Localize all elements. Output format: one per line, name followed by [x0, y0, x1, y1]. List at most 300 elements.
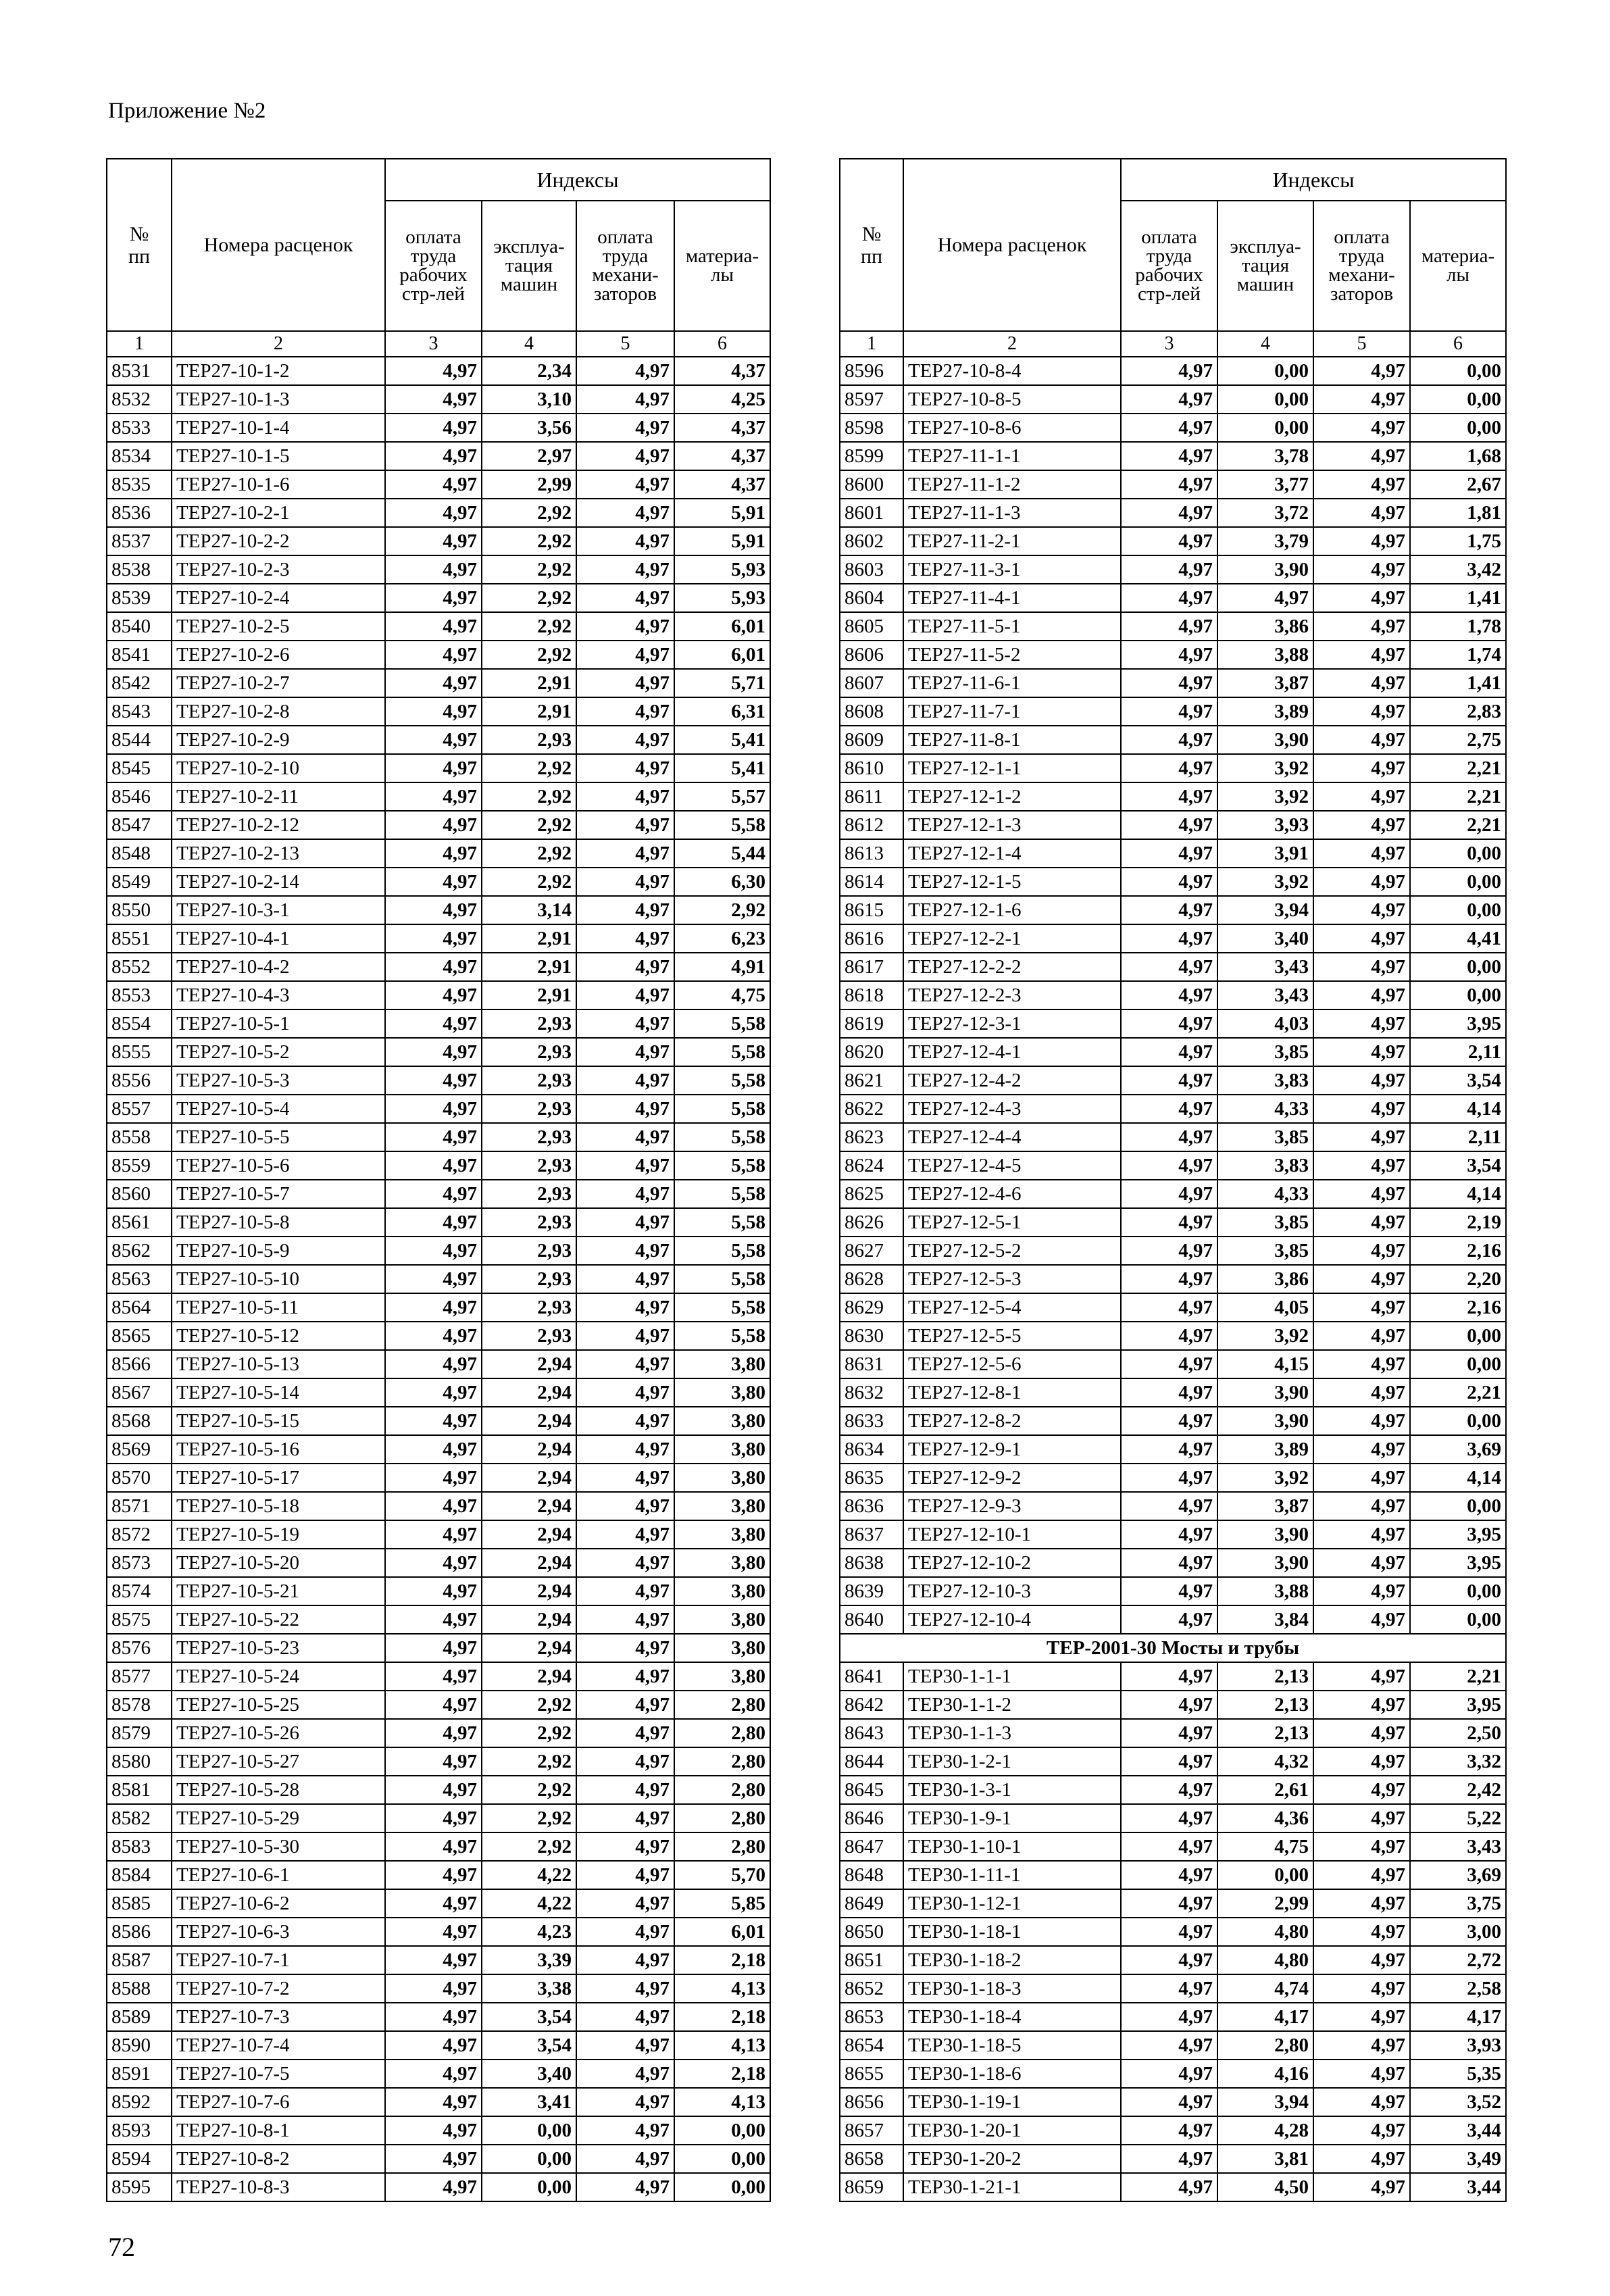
material-index: 2,21 [1410, 754, 1506, 782]
operator-index: 4,97 [1313, 357, 1410, 385]
wage-index: 4,97 [385, 1861, 482, 1889]
machine-index: 3,72 [1217, 499, 1313, 527]
col-num: 6 [1410, 331, 1506, 357]
rate-code: ТЕР27-12-4-1 [903, 1038, 1121, 1066]
table-row [840, 1747, 1506, 1776]
material-index: 4,13 [674, 1974, 770, 2003]
row-number: 8628 [840, 1265, 903, 1293]
row-number: 8559 [107, 1151, 172, 1180]
row-number: 8575 [107, 1605, 172, 1634]
table-row [107, 669, 770, 697]
rate-code: ТЕР27-12-5-1 [903, 1208, 1121, 1237]
rate-code: ТЕР27-10-5-19 [172, 1520, 385, 1549]
row-number: 8650 [840, 1918, 903, 1946]
wage-index: 4,97 [385, 726, 482, 754]
row-number: 8540 [107, 612, 172, 641]
rate-code: ТЕР27-10-2-7 [172, 669, 385, 697]
table-row [107, 1776, 770, 1804]
rate-code: ТЕР27-11-7-1 [903, 697, 1121, 726]
material-index: 3,80 [674, 1464, 770, 1492]
operator-index: 4,97 [1313, 811, 1410, 839]
page-number: 72 [108, 2232, 135, 2262]
rate-code: ТЕР30-1-20-2 [903, 2145, 1121, 2173]
table-row [840, 2003, 1506, 2031]
row-number: 8564 [107, 1293, 172, 1322]
row-number: 8546 [107, 782, 172, 811]
operator-index: 4,97 [1313, 1464, 1410, 1492]
row-number: 8555 [107, 1038, 172, 1066]
rate-code: ТЕР30-1-1-3 [903, 1719, 1121, 1747]
material-index: 2,42 [1410, 1776, 1506, 1804]
rate-code: ТЕР27-12-5-3 [903, 1265, 1121, 1293]
rate-code: ТЕР27-10-1-4 [172, 414, 385, 442]
wage-index: 4,97 [1121, 2173, 1217, 2201]
table-row [107, 754, 770, 782]
machine-index: 3,85 [1217, 1237, 1313, 1265]
wage-index: 4,97 [385, 1009, 482, 1038]
rate-code: ТЕР27-10-8-2 [172, 2145, 385, 2173]
table-row [840, 1662, 1506, 1691]
row-number: 8586 [107, 1918, 172, 1946]
wage-index: 4,97 [1121, 1549, 1217, 1577]
operator-index: 4,97 [576, 1520, 674, 1549]
rate-code: ТЕР30-1-1-1 [903, 1662, 1121, 1691]
material-index: 6,30 [674, 868, 770, 896]
machine-index: 2,92 [482, 641, 576, 669]
rate-code: ТЕР27-10-5-16 [172, 1435, 385, 1464]
row-number: 8656 [840, 2088, 903, 2116]
machine-index: 3,77 [1217, 470, 1313, 499]
operator-index: 4,97 [576, 584, 674, 612]
table-row [840, 385, 1506, 414]
table-row [840, 1464, 1506, 1492]
material-index: 2,80 [674, 1691, 770, 1719]
machine-index: 3,88 [1217, 641, 1313, 669]
rate-code: ТЕР27-10-5-1 [172, 1009, 385, 1038]
wage-index: 4,97 [1121, 1832, 1217, 1861]
rate-code: ТЕР27-10-2-2 [172, 527, 385, 555]
operator-index: 4,97 [576, 1293, 674, 1322]
operator-index: 4,97 [576, 1549, 674, 1577]
operator-index: 4,97 [1313, 1123, 1410, 1151]
wage-index: 4,97 [385, 2031, 482, 2060]
wage-index: 4,97 [385, 1180, 482, 1208]
col-header-machines: эксплуа-тация машин [1217, 201, 1313, 331]
col-header-code: Номера расценок [903, 159, 1121, 331]
table-row [840, 868, 1506, 896]
rate-code: ТЕР27-10-5-12 [172, 1322, 385, 1350]
table-row [107, 1407, 770, 1435]
row-number: 8585 [107, 1889, 172, 1918]
row-number: 8536 [107, 499, 172, 527]
machine-index: 2,92 [482, 527, 576, 555]
table-row [107, 1095, 770, 1123]
wage-index: 4,97 [1121, 2088, 1217, 2116]
wage-index: 4,97 [385, 2060, 482, 2088]
table-row [840, 1776, 1506, 1804]
operator-index: 4,97 [1313, 2060, 1410, 2088]
machine-index: 3,90 [1217, 555, 1313, 584]
row-number: 8647 [840, 1832, 903, 1861]
operator-index: 4,97 [576, 1889, 674, 1918]
wage-index: 4,97 [1121, 1889, 1217, 1918]
material-index: 2,18 [674, 2060, 770, 2088]
machine-index: 4,97 [1217, 584, 1313, 612]
row-number: 8641 [840, 1662, 903, 1691]
wage-index: 4,97 [1121, 1322, 1217, 1350]
table-row [107, 1634, 770, 1662]
rate-code: ТЕР27-10-1-2 [172, 357, 385, 385]
material-index: 4,41 [1410, 924, 1506, 953]
row-number: 8593 [107, 2116, 172, 2145]
rate-code: ТЕР27-10-8-4 [903, 357, 1121, 385]
rate-code: ТЕР30-1-19-1 [903, 2088, 1121, 2116]
wage-index: 4,97 [385, 527, 482, 555]
rate-code: ТЕР27-12-1-3 [903, 811, 1121, 839]
rate-code: ТЕР30-1-18-1 [903, 1918, 1121, 1946]
wage-index: 4,97 [1121, 385, 1217, 414]
operator-index: 4,97 [1313, 782, 1410, 811]
table-row [107, 1605, 770, 1634]
col-header-operators: оплата труда механи-заторов [1313, 201, 1410, 331]
operator-index: 4,97 [576, 981, 674, 1009]
operator-index: 4,97 [1313, 2116, 1410, 2145]
row-number: 8595 [107, 2173, 172, 2201]
operator-index: 4,97 [576, 2145, 674, 2173]
operator-index: 4,97 [576, 1407, 674, 1435]
wage-index: 4,97 [1121, 1464, 1217, 1492]
wage-index: 4,97 [385, 981, 482, 1009]
operator-index: 4,97 [1313, 924, 1410, 953]
rate-code: ТЕР30-1-18-6 [903, 2060, 1121, 2088]
material-index: 3,42 [1410, 555, 1506, 584]
material-index: 0,00 [1410, 1350, 1506, 1378]
rate-code: ТЕР27-11-1-3 [903, 499, 1121, 527]
wage-index: 4,97 [385, 839, 482, 868]
table-row [107, 868, 770, 896]
table-row [840, 641, 1506, 669]
wage-index: 4,97 [1121, 1066, 1217, 1095]
wage-index: 4,97 [1121, 1208, 1217, 1237]
table-row [107, 442, 770, 470]
material-index: 4,37 [674, 470, 770, 499]
operator-index: 4,97 [576, 1804, 674, 1832]
row-number: 8558 [107, 1123, 172, 1151]
machine-index: 2,94 [482, 1634, 576, 1662]
rate-code: ТЕР27-10-5-7 [172, 1180, 385, 1208]
rate-code: ТЕР27-12-5-5 [903, 1322, 1121, 1350]
operator-index: 4,97 [576, 868, 674, 896]
table-row [840, 527, 1506, 555]
material-index: 6,01 [674, 1918, 770, 1946]
table-row [840, 1719, 1506, 1747]
operator-index: 4,97 [1313, 1265, 1410, 1293]
material-index: 5,85 [674, 1889, 770, 1918]
operator-index: 4,97 [1313, 1378, 1410, 1407]
table-row [840, 953, 1506, 981]
material-index: 5,58 [674, 1123, 770, 1151]
rate-code: ТЕР27-12-5-6 [903, 1350, 1121, 1378]
machine-index: 2,94 [482, 1520, 576, 1549]
wage-index: 4,97 [1121, 1605, 1217, 1634]
machine-index: 3,92 [1217, 782, 1313, 811]
material-index: 1,41 [1410, 584, 1506, 612]
machine-index: 2,91 [482, 669, 576, 697]
table-row [107, 1009, 770, 1038]
row-number: 8634 [840, 1435, 903, 1464]
rate-code: ТЕР30-1-2-1 [903, 1747, 1121, 1776]
table-row [107, 1378, 770, 1407]
machine-index: 0,00 [482, 2173, 576, 2201]
rate-code: ТЕР27-12-5-2 [903, 1237, 1121, 1265]
material-index: 2,19 [1410, 1208, 1506, 1237]
table-row [107, 1577, 770, 1605]
material-index: 5,58 [674, 1066, 770, 1095]
row-number: 8635 [840, 1464, 903, 1492]
wage-index: 4,97 [1121, 1747, 1217, 1776]
table-row [840, 2031, 1506, 2060]
table-row [840, 669, 1506, 697]
table-row [107, 1123, 770, 1151]
material-index: 5,58 [674, 1322, 770, 1350]
left-table-body [107, 357, 770, 2201]
material-index: 2,92 [674, 896, 770, 924]
operator-index: 4,97 [576, 924, 674, 953]
machine-index: 2,92 [482, 1747, 576, 1776]
material-index: 3,93 [1410, 2031, 1506, 2060]
row-number: 8566 [107, 1350, 172, 1378]
operator-index: 4,97 [1313, 1009, 1410, 1038]
operator-index: 4,97 [576, 1974, 674, 2003]
wage-index: 4,97 [385, 1435, 482, 1464]
row-number: 8605 [840, 612, 903, 641]
rate-code: ТЕР27-10-5-17 [172, 1464, 385, 1492]
wage-index: 4,97 [385, 1889, 482, 1918]
wage-index: 4,97 [1121, 924, 1217, 953]
wage-index: 4,97 [1121, 1861, 1217, 1889]
material-index: 0,00 [674, 2173, 770, 2201]
col-num: 1 [107, 331, 172, 357]
wage-index: 4,97 [385, 499, 482, 527]
machine-index: 4,32 [1217, 1747, 1313, 1776]
row-number: 8573 [107, 1549, 172, 1577]
material-index: 4,25 [674, 385, 770, 414]
row-number: 8652 [840, 1974, 903, 2003]
material-index: 0,00 [674, 2116, 770, 2145]
material-index: 5,35 [1410, 2060, 1506, 2088]
rate-code: ТЕР27-12-9-3 [903, 1492, 1121, 1520]
operator-index: 4,97 [1313, 499, 1410, 527]
wage-index: 4,97 [385, 697, 482, 726]
machine-index: 3,81 [1217, 2145, 1313, 2173]
machine-index: 2,34 [482, 357, 576, 385]
machine-index: 0,00 [1217, 1861, 1313, 1889]
rate-code: ТЕР27-12-10-2 [903, 1549, 1121, 1577]
wage-index: 4,97 [1121, 584, 1217, 612]
material-index: 3,80 [674, 1577, 770, 1605]
machine-index: 2,92 [482, 1776, 576, 1804]
machine-index: 3,94 [1217, 896, 1313, 924]
table-row [107, 2060, 770, 2088]
rate-code: ТЕР30-1-18-2 [903, 1946, 1121, 1974]
machine-index: 2,61 [1217, 1776, 1313, 1804]
row-number: 8640 [840, 1605, 903, 1634]
material-index: 0,00 [1410, 839, 1506, 868]
operator-index: 4,97 [1313, 1435, 1410, 1464]
rate-code: ТЕР27-12-4-2 [903, 1066, 1121, 1095]
rate-code: ТЕР27-10-6-3 [172, 1918, 385, 1946]
table-row [840, 1123, 1506, 1151]
material-index: 0,00 [674, 2145, 770, 2173]
row-number: 8618 [840, 981, 903, 1009]
material-index: 0,00 [1410, 868, 1506, 896]
wage-index: 4,97 [385, 385, 482, 414]
table-row [840, 1066, 1506, 1095]
machine-index: 3,90 [1217, 1520, 1313, 1549]
wage-index: 4,97 [1121, 2116, 1217, 2145]
rate-code: ТЕР27-10-5-23 [172, 1634, 385, 1662]
table-row [107, 1208, 770, 1237]
machine-index: 2,93 [482, 1180, 576, 1208]
material-index: 5,58 [674, 1038, 770, 1066]
wage-index: 4,97 [1121, 1946, 1217, 1974]
material-index: 3,80 [674, 1520, 770, 1549]
rate-code: ТЕР27-10-5-4 [172, 1095, 385, 1123]
operator-index: 4,97 [576, 1322, 674, 1350]
rate-code: ТЕР27-10-5-24 [172, 1662, 385, 1691]
row-number: 8654 [840, 2031, 903, 2060]
material-index: 0,00 [1410, 896, 1506, 924]
machine-index: 4,23 [482, 1918, 576, 1946]
wage-index: 4,97 [385, 2088, 482, 2116]
row-number: 8591 [107, 2060, 172, 2088]
material-index: 5,93 [674, 584, 770, 612]
material-index: 5,58 [674, 1095, 770, 1123]
table-row [107, 1549, 770, 1577]
col-num: 4 [1217, 331, 1313, 357]
material-index: 2,50 [1410, 1719, 1506, 1747]
rate-code: ТЕР27-10-7-3 [172, 2003, 385, 2031]
table-row [840, 811, 1506, 839]
rate-code: ТЕР30-1-11-1 [903, 1861, 1121, 1889]
table-row [840, 896, 1506, 924]
machine-index: 2,13 [1217, 1662, 1313, 1691]
machine-index: 2,93 [482, 1038, 576, 1066]
machine-index: 2,94 [482, 1605, 576, 1634]
operator-index: 4,97 [576, 527, 674, 555]
wage-index: 4,97 [1121, 1293, 1217, 1322]
material-index: 3,80 [674, 1378, 770, 1407]
table-row [840, 470, 1506, 499]
machine-index: 2,92 [482, 1691, 576, 1719]
operator-index: 4,97 [1313, 1918, 1410, 1946]
table-row [107, 414, 770, 442]
col-header-wages: оплата труда рабочих стр-лей [385, 201, 482, 331]
operator-index: 4,97 [1313, 1520, 1410, 1549]
rate-code: ТЕР27-10-5-27 [172, 1747, 385, 1776]
machine-index: 0,00 [1217, 414, 1313, 442]
wage-index: 4,97 [1121, 2031, 1217, 2060]
table-row [840, 697, 1506, 726]
wage-index: 4,97 [1121, 1407, 1217, 1435]
col-num: 3 [385, 331, 482, 357]
material-index: 3,80 [674, 1350, 770, 1378]
wage-index: 4,97 [385, 1095, 482, 1123]
operator-index: 4,97 [576, 442, 674, 470]
machine-index: 3,90 [1217, 1378, 1313, 1407]
wage-index: 4,97 [1121, 2145, 1217, 2173]
material-index: 2,80 [674, 1832, 770, 1861]
material-index: 4,14 [1410, 1464, 1506, 1492]
operator-index: 4,97 [576, 641, 674, 669]
material-index: 0,00 [1410, 1407, 1506, 1435]
row-number: 8596 [840, 357, 903, 385]
table-row [107, 1946, 770, 1974]
operator-index: 4,97 [1313, 1237, 1410, 1265]
wage-index: 4,97 [1121, 2003, 1217, 2031]
operator-index: 4,97 [1313, 2145, 1410, 2173]
material-index: 3,49 [1410, 2145, 1506, 2173]
wage-index: 4,97 [1121, 1691, 1217, 1719]
row-number: 8644 [840, 1747, 903, 1776]
machine-index: 3,83 [1217, 1066, 1313, 1095]
table-row [107, 1464, 770, 1492]
material-index: 3,80 [674, 1492, 770, 1520]
rate-code: ТЕР27-10-1-3 [172, 385, 385, 414]
rate-code: ТЕР27-10-7-6 [172, 2088, 385, 2116]
rate-code: ТЕР27-12-1-1 [903, 754, 1121, 782]
table-row [840, 1350, 1506, 1378]
material-index: 6,31 [674, 697, 770, 726]
rate-code: ТЕР27-11-1-2 [903, 470, 1121, 499]
table-row [107, 839, 770, 868]
row-number: 8651 [840, 1946, 903, 1974]
machine-index: 2,92 [482, 612, 576, 641]
wage-index: 4,97 [1121, 1095, 1217, 1123]
material-index: 0,00 [1410, 1322, 1506, 1350]
wage-index: 4,97 [1121, 1123, 1217, 1151]
operator-index: 4,97 [576, 754, 674, 782]
wage-index: 4,97 [1121, 1577, 1217, 1605]
wage-index: 4,97 [1121, 697, 1217, 726]
row-number: 8565 [107, 1322, 172, 1350]
table-row [107, 1492, 770, 1520]
table-row [840, 555, 1506, 584]
machine-index: 4,15 [1217, 1350, 1313, 1378]
operator-index: 4,97 [1313, 896, 1410, 924]
operator-index: 4,97 [576, 1123, 674, 1151]
operator-index: 4,97 [1313, 1322, 1410, 1350]
machine-index: 4,33 [1217, 1095, 1313, 1123]
table-row [107, 924, 770, 953]
row-number: 8552 [107, 953, 172, 981]
machine-index: 2,97 [482, 442, 576, 470]
operator-index: 4,97 [1313, 470, 1410, 499]
row-number: 8630 [840, 1322, 903, 1350]
machine-index: 3,92 [1217, 1322, 1313, 1350]
operator-index: 4,97 [1313, 839, 1410, 868]
wage-index: 4,97 [385, 1237, 482, 1265]
wage-index: 4,97 [385, 1776, 482, 1804]
material-index: 3,54 [1410, 1066, 1506, 1095]
operator-index: 4,97 [1313, 1066, 1410, 1095]
wage-index: 4,97 [385, 1350, 482, 1378]
machine-index: 2,93 [482, 1293, 576, 1322]
machine-index: 3,54 [482, 2031, 576, 2060]
rate-code: ТЕР27-10-5-30 [172, 1832, 385, 1861]
machine-index: 3,79 [1217, 527, 1313, 555]
machine-index: 2,94 [482, 1350, 576, 1378]
